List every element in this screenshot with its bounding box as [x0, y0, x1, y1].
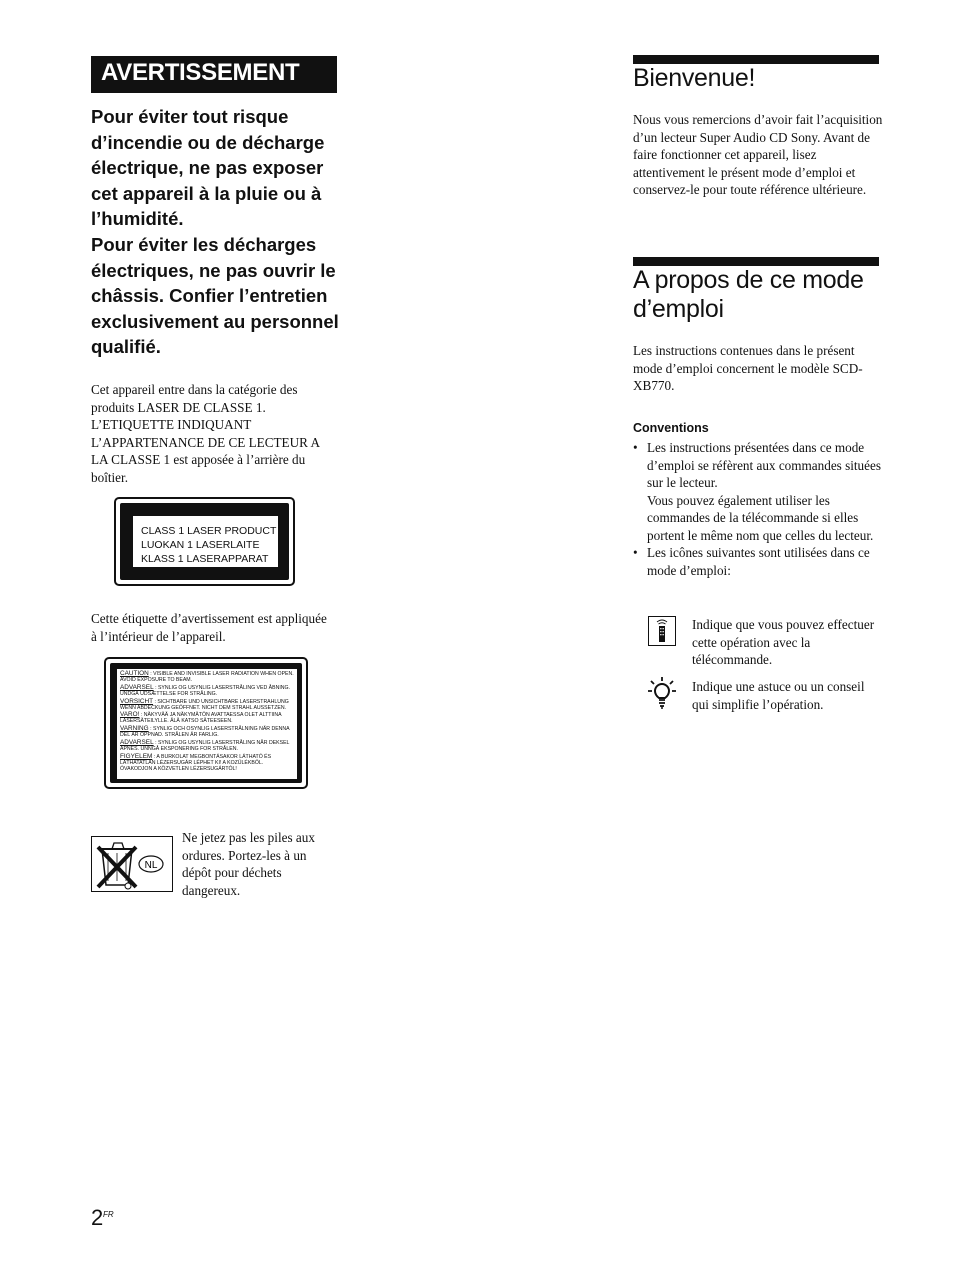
about-heading: [633, 266, 883, 324]
label2-warning: ADVARSEL : SYNLIG OG USYNLIG LASERSTRÅLING VED ÅBNING. UNDGÅ UDSÆTTELSE FOR STRÅLING.: [120, 683, 290, 697]
laser-warning-label: [104, 657, 308, 789]
warning-bold-text: [91, 104, 341, 360]
warning-header-bar: [91, 56, 337, 93]
warning-title: AVERTISSEMENT: [101, 59, 300, 86]
label1-line: CLASS 1 LASER PRODUCT: [141, 525, 277, 537]
section-rule: [633, 257, 879, 266]
remote-icon-description: Indique que vous pouvez effectuer cette opération avec la télécommande.: [692, 617, 875, 667]
remote-control-icon: [648, 616, 676, 646]
label2-warning: FIGYELEM : A BURKOLAT MEGBONTÁSAKOR LÁTHATÓ ÉS LÁTHATATLAN LÉZERSUGÁR LÉPHET KI! A KOZÜLÉKBŐL. ÓVAKODJON A KÖZVETLEN LÉZERSUGÁRTÓL!: [120, 752, 272, 772]
label1-line: KLASS 1 LASERAPPARAT: [141, 553, 269, 566]
list-item: • Les icônes suivantes sont utilisées dans ce mode d’emploi:: [633, 545, 870, 578]
about-heading-line: A propos de ce mode: [633, 266, 864, 294]
about-paragraph: Les instructions contenues dans le présent mode d’emploi concernent le modèle SCD-XB770.: [633, 343, 863, 393]
lightbulb-tip-icon: [647, 676, 677, 710]
warning-label-caption: Cette étiquette d’avertissement est appliquée à l’intérieur de l’appareil.: [91, 611, 327, 644]
label1-line: LUOKAN 1 LASERLAITE: [141, 539, 260, 552]
tip-icon-description: Indique une astuce ou un conseil qui simplifie l’opération.: [692, 679, 865, 712]
conventions-heading: Conventions: [633, 421, 709, 435]
battery-disposal-text: Ne jetez pas les piles aux ordures. Portez-les à un dépôt pour déchets dangereux.: [182, 830, 315, 898]
crossed-bin-icon: [91, 836, 173, 892]
about-heading-line: d’emploi: [633, 295, 724, 323]
conventions-list: [633, 439, 883, 579]
warning-paragraph-fire: Pour éviter tout risque d’incendie ou de décharge électrique, ne pas exposer cet appareil à la pluie ou à l’humidité.: [91, 106, 325, 230]
warning-paragraph-shock: Pour éviter les décharges électriques, ne pas ouvrir le châssis. Confier l’entretien exclusivement au personnel qualifié.: [91, 233, 339, 358]
label2-warning: CAUTION : VISIBLE AND INVISIBLE LASER RADIATION WHEN OPEN. AVOID EXPOSURE TO BEAM.: [120, 670, 294, 684]
class1-laser-label: [114, 497, 295, 586]
page-number: 2: [91, 1205, 104, 1230]
bullet-mark: •: [633, 440, 638, 455]
label2-warning: VARNING : SYNLIG OCH OSYNLIG LASERSTRÅLNING NÄR DENNA DEL ÄR ÖPPNAD. STRÅLEN ÄR FARLIG.: [120, 725, 290, 739]
section-rule: [633, 55, 879, 64]
label2-warning: VORSICHT : SICHTBARE UND UNSICHTBARE LASERSTRAHLUNG WENN ABDECKUNG GEÖFFNET. NICHT DEM STRAHL AUSSETZEN.: [120, 697, 289, 711]
label2-warning: VARO! : NÄKYVÄÄ JA NÄKYMÄTÖN AVATTAESSA OLET ALTTIINA LASERSÄTEILYLLE. ÄLÄ KATSO SÄTEESEEN.: [120, 711, 282, 725]
bullet-mark: •: [633, 545, 638, 560]
battery-badge-text: NL: [144, 860, 158, 871]
list-item: • Les instructions présentées dans ce mode d’emploi se réfèrent aux commandes situées sur le lecteur. Vous pouvez également utiliser les commandes de la télécommande si elles portent le même nom que celles du lecteur.: [633, 440, 881, 543]
page-language-suffix: FR: [103, 1210, 114, 1219]
laser-class-paragraph: Cet appareil entre dans la catégorie des produits LASER DE CLASSE 1. L’ETIQUETTE INDIQUANT L’APPARTENANCE DE CE LECTEUR A LA CLASSE 1 est apposée à l’arrière du boîtier.: [91, 382, 320, 485]
welcome-heading: Bienvenue!: [633, 64, 756, 92]
label2-warning: ADVARSEL : SYNLIG OG USYNLIG LASERSTRÅLING NÅR DEKSEL ÅPNES. UNNGÅ EKSPONERING FOR STRÅLEN.: [120, 738, 290, 752]
welcome-paragraph: Nous vous remercions d’avoir fait l’acquisition d’un lecteur Super Audio CD Sony. Avant de faire fonctionner cet appareil, lisez attentivement le présent mode d’emploi et conservez-le pour toute référence ultérieure.: [633, 112, 883, 197]
